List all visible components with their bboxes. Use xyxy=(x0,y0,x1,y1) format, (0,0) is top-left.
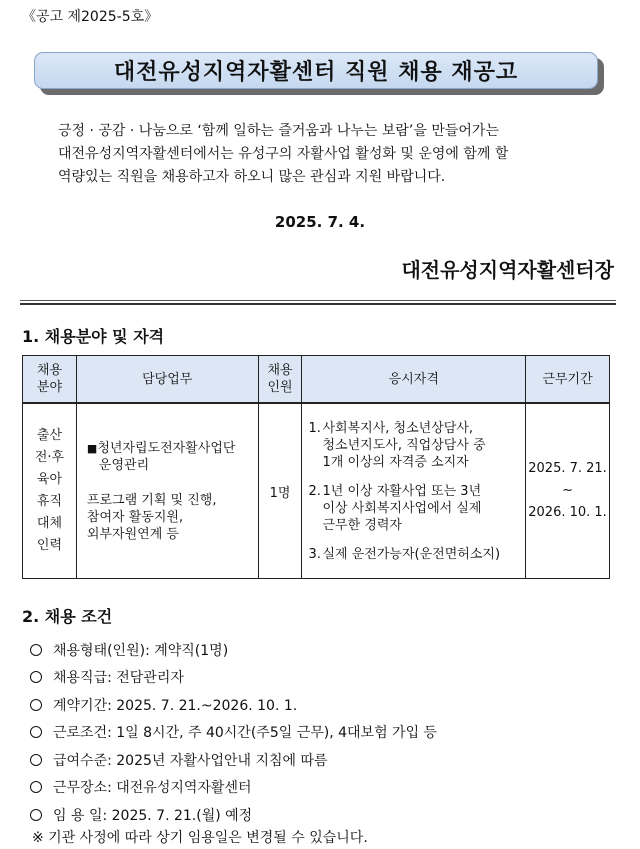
section2-heading: 2. 채용 조건 xyxy=(22,607,113,626)
appointment-note: ※ 기관 사정에 따라 상기 임용일은 변경될 수 있습니다. xyxy=(32,830,368,846)
circle-bullet-icon xyxy=(30,671,42,683)
header-period: 근무기간 xyxy=(526,356,610,404)
header-category: 채용 분야 xyxy=(23,356,77,404)
list-item: 계약기간: 2025. 7. 21.~2026. 10. 1. xyxy=(30,691,437,719)
circle-bullet-icon xyxy=(30,754,42,766)
table-row xyxy=(23,403,610,579)
duty-sub: 프로그램 기획 및 진행, 참여자 활동지원, 외부자원연계 등 xyxy=(86,492,217,542)
qualification-item: 1. 사회복지사, 청소년상담사, 청소년지도사, 직업상담사 중 1개 이상의 자격증 소지자 xyxy=(308,420,486,470)
circle-bullet-icon xyxy=(30,644,42,656)
circle-bullet-icon xyxy=(30,809,42,821)
notice-date: 2025. 7. 4. xyxy=(274,213,366,231)
cell-qualifications xyxy=(302,403,526,579)
circle-bullet-icon xyxy=(30,699,42,711)
duty-main: ■청년자립도전자활사업단 운영관리 xyxy=(86,440,236,473)
intro-paragraph xyxy=(58,120,598,189)
qualification-item: 3. 실제 운전가능자(운전면허소지) xyxy=(308,546,501,562)
intro-line: 역량있는 직원을 채용하고자 하오니 많은 관심과 지원 바랍니다. xyxy=(58,169,446,185)
condition-list xyxy=(30,636,438,846)
list-item: 근무장소: 대전유성지역자활센터 xyxy=(30,774,437,802)
cell-headcount: 1명 xyxy=(258,403,302,579)
recruitment-table xyxy=(22,355,610,579)
circle-bullet-icon xyxy=(30,726,42,738)
intro-line: 긍정 · 공감 · 나눔으로 ‘함께 일하는 즐거움과 나누는 보람’을 만들어가는 xyxy=(58,123,499,139)
header-qualifications: 응시자격 xyxy=(302,356,526,404)
cell-duties xyxy=(76,403,258,579)
issuer-name: 대전유성지역자활센터장 xyxy=(401,258,614,282)
list-item: 임 용 일: 2025. 7. 21.(월) 예정 xyxy=(30,801,437,829)
square-bullet-icon: ■ xyxy=(86,441,98,455)
section1-heading: 1. 채용분야 및 자격 xyxy=(22,327,165,346)
header-headcount: 채용 인원 xyxy=(258,356,302,404)
document-title: 대전유성지역자활센터 직원 채용 재공고 xyxy=(34,52,598,89)
list-item: 채용형태(인원): 계약직(1명) xyxy=(30,636,437,664)
list-item: 근로조건: 1일 8시간, 주 40시간(주5일 근무), 4대보험 가입 등 xyxy=(30,719,437,747)
list-item: 채용직급: 전담관리자 xyxy=(30,664,437,692)
divider-line xyxy=(20,300,616,305)
cell-period: 2025. 7. 21. ~ 2026. 10. 1. xyxy=(526,403,610,579)
table-header-row xyxy=(23,356,610,404)
header-duties: 담당업무 xyxy=(76,356,258,404)
intro-line: 대전유성지역자활센터에서는 유성구의 자활사업 활성화 및 운영에 함께 할 xyxy=(58,146,509,162)
cell-category: 출산 전·후 육아 휴직 대체 인력 xyxy=(23,403,77,579)
qualification-item: 2. 1년 이상 자활사업 또는 3년 이상 사회복지사업에서 실제 근무한 경력자 xyxy=(308,483,482,533)
notice-number: 《공고 제2025-5호》 xyxy=(22,9,159,25)
list-item: 급여수준: 2025년 자활사업안내 지침에 따름 xyxy=(30,746,437,774)
circle-bullet-icon xyxy=(30,781,42,793)
